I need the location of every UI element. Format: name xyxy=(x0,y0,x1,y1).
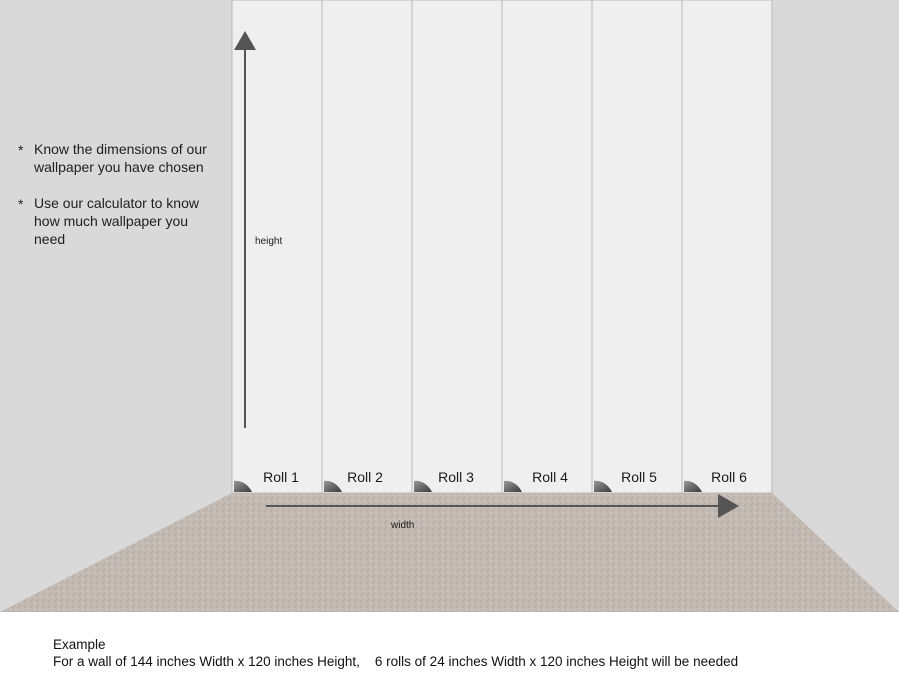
wallpaper-rolls xyxy=(232,0,772,493)
example-text: For a wall of 144 inches Width x 120 inches Height, 6 rolls of 24 inches Width x 120 inches Height will be needed xyxy=(53,654,739,669)
roll-panel xyxy=(322,0,412,493)
roll-panel xyxy=(502,0,592,493)
roll-label: Roll 5 xyxy=(621,469,657,485)
example-section xyxy=(53,636,738,670)
example-heading: Example xyxy=(53,637,106,652)
roll-label: Roll 2 xyxy=(347,469,383,485)
instruction-notes xyxy=(18,140,223,266)
bullet-asterisk: * xyxy=(18,142,24,158)
note-text: Know the dimensions of our wallpaper you have chosen xyxy=(34,141,207,175)
height-label: height xyxy=(255,236,283,247)
roll-label: Roll 1 xyxy=(263,469,299,485)
roll-label: Roll 4 xyxy=(532,469,568,485)
note-item xyxy=(18,194,223,248)
note-item xyxy=(18,140,223,176)
roll-panel xyxy=(592,0,682,493)
bullet-asterisk: * xyxy=(18,196,24,212)
roll-panel xyxy=(682,0,772,493)
roll-label: Roll 3 xyxy=(438,469,474,485)
width-label: width xyxy=(391,520,415,531)
roll-label: Roll 6 xyxy=(711,469,747,485)
roll-panel xyxy=(412,0,502,493)
note-text: Use our calculator to know how much wallpaper you need xyxy=(34,195,199,247)
